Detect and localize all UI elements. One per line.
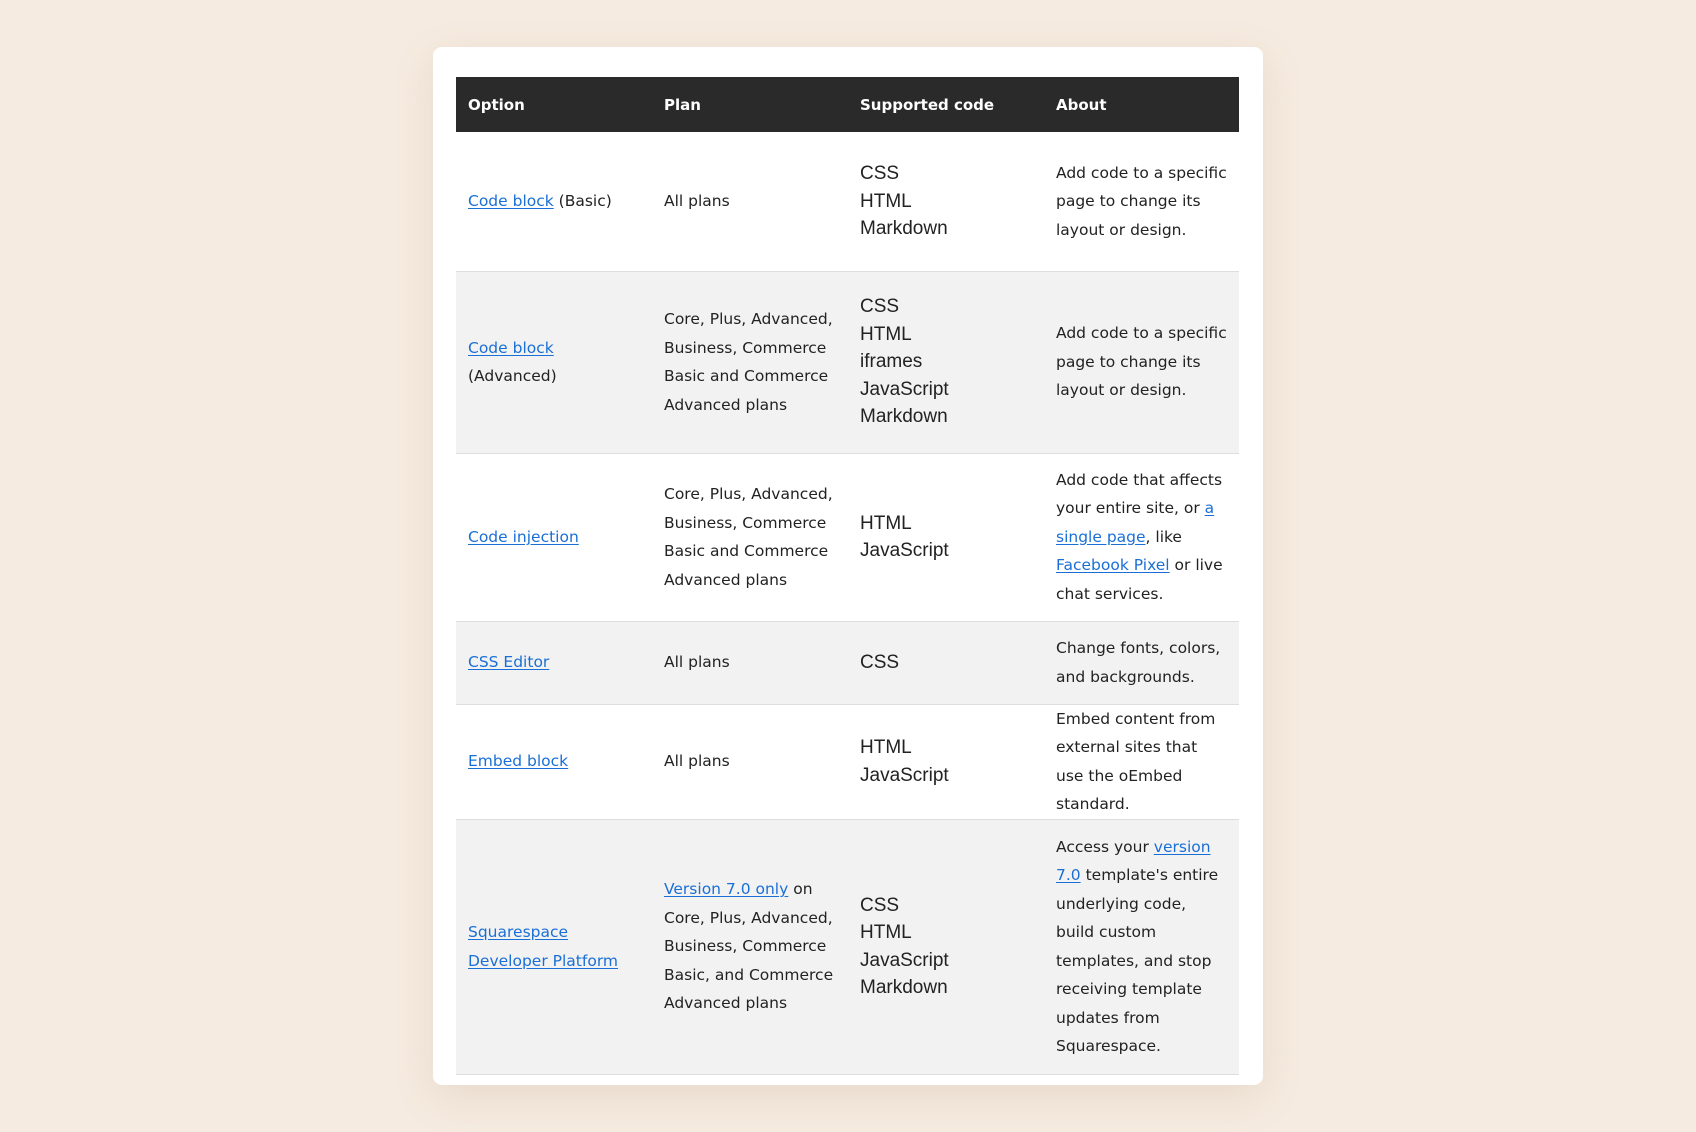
option-cell xyxy=(456,453,652,621)
header-supported-code: Supported code xyxy=(848,77,1044,132)
code-injection-link[interactable]: Code injection xyxy=(468,527,579,546)
plan-text: on Core, Plus, Advanced, Business, Commerce Basic, and Commerce Advanced plans xyxy=(664,880,834,1013)
code-item: Markdown xyxy=(860,218,948,239)
plan-cell: All plans xyxy=(652,132,848,271)
code-item: Markdown xyxy=(860,977,948,998)
code-item: JavaScript xyxy=(860,378,949,400)
about-text: Access your xyxy=(1056,837,1154,856)
options-table xyxy=(456,77,1239,1075)
table-row xyxy=(456,704,1239,819)
supported-code-cell xyxy=(848,453,1044,621)
code-item: HTML xyxy=(860,737,912,758)
code-item: CSS xyxy=(860,296,900,318)
option-cell xyxy=(456,819,652,1074)
table-row xyxy=(456,621,1239,704)
content-card xyxy=(433,47,1263,1085)
plan-cell xyxy=(652,819,848,1074)
about-cell xyxy=(1044,819,1239,1074)
supported-code-cell xyxy=(848,621,1044,704)
plan-cell: Core, Plus, Advanced, Business, Commerce Basic and Commerce Advanced plans xyxy=(652,453,848,621)
code-item: HTML xyxy=(860,190,912,212)
header-plan: Plan xyxy=(652,77,848,132)
code-item: HTML xyxy=(860,512,912,534)
option-cell xyxy=(456,621,652,704)
code-item: HTML xyxy=(860,922,912,943)
about-cell: Add code to a specific page to change its layout or design. xyxy=(1044,132,1239,271)
about-cell: Add code to a specific page to change its layout or design. xyxy=(1044,271,1239,453)
header-about: About xyxy=(1044,77,1239,132)
facebook-pixel-link[interactable]: Facebook Pixel xyxy=(1056,556,1170,575)
about-text: template's entire underlying code, build custom templates, and stop receiving template updates from Squarespace. xyxy=(1056,866,1219,1055)
option-cell xyxy=(456,271,652,453)
table-row xyxy=(456,271,1239,453)
code-item: JavaScript xyxy=(860,540,949,561)
code-item: JavaScript xyxy=(860,764,949,786)
code-item: HTML xyxy=(860,323,912,345)
supported-code-cell xyxy=(848,132,1044,271)
code-item: Markdown xyxy=(860,406,948,428)
supported-code-cell xyxy=(848,271,1044,453)
option-suffix: (Basic) xyxy=(558,192,612,210)
about-text: or live chat services. xyxy=(1056,556,1223,603)
version-7-only-link[interactable]: Version 7.0 only xyxy=(664,880,789,899)
table-header-row xyxy=(456,77,1239,132)
code-block-advanced-link[interactable]: Code block xyxy=(468,338,554,357)
plan-cell: All plans xyxy=(652,621,848,704)
version-7-link[interactable]: version 7.0 xyxy=(1056,837,1211,884)
code-item: CSS xyxy=(860,163,900,184)
code-item: CSS xyxy=(860,651,900,673)
supported-code-cell xyxy=(848,704,1044,819)
developer-platform-link[interactable]: Squarespace Developer Platform xyxy=(468,923,619,970)
plan-cell: All plans xyxy=(652,704,848,819)
about-text: Add code that affects your entire site, or xyxy=(1056,470,1223,518)
plan-cell: Core, Plus, Advanced, Business, Commerce Basic and Commerce Advanced plans xyxy=(652,271,848,453)
single-page-link[interactable]: a single page xyxy=(1056,499,1215,546)
table-row xyxy=(456,453,1239,621)
code-item: CSS xyxy=(860,894,900,916)
supported-code-cell xyxy=(848,819,1044,1074)
option-suffix: (Advanced) xyxy=(468,367,557,385)
css-editor-link[interactable]: CSS Editor xyxy=(468,653,550,672)
code-block-basic-link[interactable]: Code block xyxy=(468,192,554,210)
code-item: iframes xyxy=(860,351,923,373)
about-text: , like xyxy=(1145,527,1182,546)
embed-block-link[interactable]: Embed block xyxy=(468,752,569,771)
table-row xyxy=(456,819,1239,1074)
about-cell: Change fonts, colors, and backgrounds. xyxy=(1044,621,1239,704)
table-row xyxy=(456,132,1239,271)
option-cell xyxy=(456,704,652,819)
header-option: Option xyxy=(456,77,652,132)
about-cell: Embed content from external sites that use the oEmbed standard. xyxy=(1044,704,1239,819)
about-cell xyxy=(1044,453,1239,621)
code-item: JavaScript xyxy=(860,949,949,971)
option-cell xyxy=(456,132,652,271)
